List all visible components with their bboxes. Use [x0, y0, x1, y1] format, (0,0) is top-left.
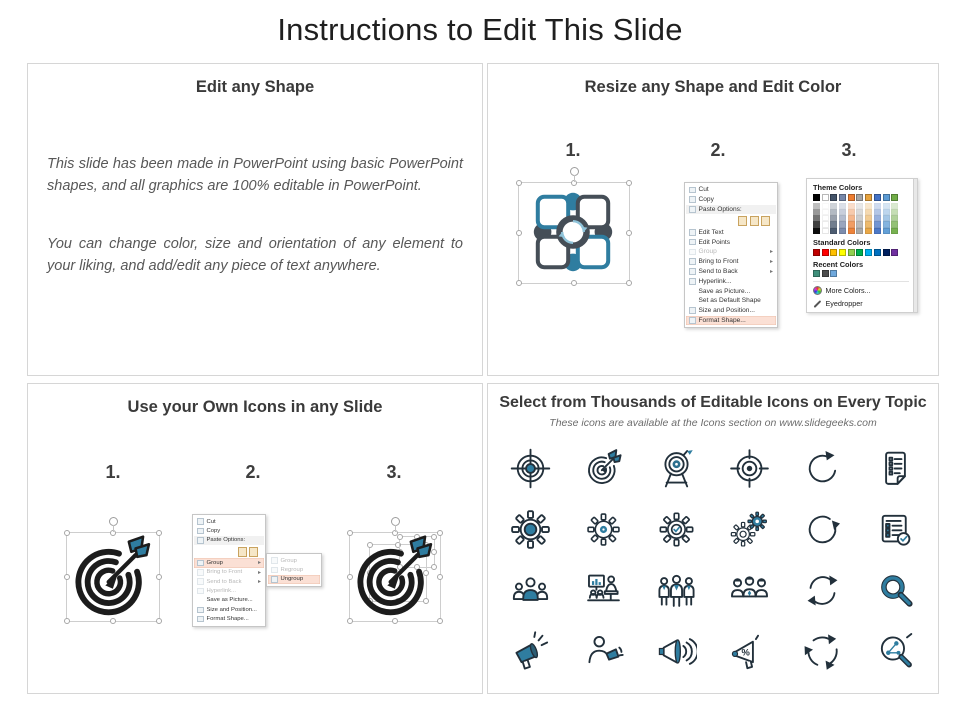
- menu-item-icon: [689, 307, 696, 314]
- menu-item[interactable]: [686, 247, 776, 257]
- color-swatch[interactable]: [822, 249, 829, 256]
- menu-item-icon: [271, 567, 278, 574]
- library-icon-cell: [800, 507, 846, 551]
- color-swatch[interactable]: [813, 270, 820, 277]
- panel-resize-shape-title: Resize any Shape and Edit Color: [584, 78, 842, 96]
- rotation-handle: [109, 517, 118, 526]
- paste-icon[interactable]: [761, 216, 770, 226]
- library-icon-cell: [873, 446, 919, 490]
- panel-icon-library-title: Select from Thousands of Editable Icons on Every Topic: [499, 394, 927, 411]
- library-icon-cell: [654, 629, 700, 673]
- color-swatch[interactable]: [883, 249, 890, 256]
- menu-item-icon: [689, 187, 696, 194]
- menu-item[interactable]: [686, 205, 776, 215]
- menu-item[interactable]: [194, 526, 264, 535]
- color-swatch[interactable]: [813, 228, 820, 234]
- panel-own-icons-title: Use your Own Icons in any Slide: [127, 398, 383, 416]
- menu-item-label: Group: [206, 559, 223, 566]
- standard-colors-row: [813, 249, 909, 256]
- shape-preview: [516, 176, 630, 288]
- paste-options-icons: [738, 216, 770, 226]
- megaphone-percent-icon: [729, 631, 770, 672]
- selection-handle: [437, 530, 443, 536]
- color-swatch[interactable]: [874, 249, 881, 256]
- library-icon-cell: [581, 629, 627, 673]
- menu-item-label: Paste Options:: [698, 205, 742, 213]
- menu-item-icon: [689, 317, 696, 324]
- selection-handle: [156, 618, 162, 624]
- rotate-arrow-icon: [802, 448, 843, 489]
- library-icon-cell: [800, 629, 846, 673]
- menu-item-icon: [271, 557, 278, 564]
- menu-item-icon: [197, 578, 204, 585]
- menu-item[interactable]: [686, 185, 776, 195]
- menu-item-icon: [197, 616, 204, 623]
- eyedropper-label: Eyedropper: [825, 299, 863, 309]
- color-swatch[interactable]: [891, 249, 898, 256]
- color-swatch[interactable]: [822, 228, 829, 234]
- checklist-document-icon: [875, 448, 916, 489]
- library-icon-cell: [727, 507, 773, 551]
- color-swatch[interactable]: [883, 228, 890, 234]
- menu-item-icon: [689, 278, 696, 285]
- color-swatch[interactable]: [865, 228, 872, 234]
- menu-item[interactable]: [686, 267, 776, 277]
- recent-colors-row: [813, 270, 909, 277]
- step-number-3: 3.: [841, 140, 857, 160]
- library-icon-cell: [508, 507, 554, 551]
- menu-item-label: Cut: [206, 518, 216, 525]
- submenu-arrow-icon: ▸: [257, 560, 261, 567]
- step-number-2: 2.: [245, 462, 261, 482]
- menu-item[interactable]: [686, 227, 776, 237]
- submenu-item-label: Ungroup: [280, 576, 304, 583]
- paste-options-icons: [238, 547, 259, 557]
- color-swatch[interactable]: [813, 249, 820, 256]
- target-crosshair-icon: [510, 448, 551, 489]
- menu-item-icon: [197, 537, 204, 544]
- target-dart-icon: [70, 535, 154, 619]
- color-swatch[interactable]: [865, 249, 872, 256]
- menu-item[interactable]: [194, 568, 264, 577]
- paste-icon[interactable]: [249, 547, 258, 557]
- menu-item-icon: [689, 268, 696, 275]
- magnifier-analytics-icon: [875, 631, 916, 672]
- color-swatch[interactable]: [830, 249, 837, 256]
- submenu-arrow-icon: ▸: [769, 259, 773, 266]
- menu-item-label: Edit Points: [698, 238, 731, 246]
- selection-handle: [626, 280, 632, 286]
- selection-handle: [571, 280, 577, 286]
- library-icon-cell: [727, 568, 773, 612]
- submenu-arrow-icon: ▸: [769, 249, 773, 256]
- panel-edit-shape: [27, 63, 483, 376]
- menu-item-label: Format Shape...: [206, 616, 249, 623]
- color-picker: [806, 178, 918, 313]
- paste-icon[interactable]: [750, 216, 759, 226]
- context-menu-group: [192, 514, 266, 627]
- menu-item-label: Cut: [698, 186, 709, 194]
- color-wheel-icon: [813, 286, 822, 295]
- menu-item[interactable]: [194, 577, 264, 586]
- color-swatch[interactable]: [848, 249, 855, 256]
- library-icon-cell: [508, 629, 554, 673]
- selection-handle: [156, 530, 162, 536]
- submenu-item[interactable]: [268, 556, 320, 565]
- color-swatch[interactable]: [874, 194, 881, 201]
- color-swatch[interactable]: [848, 194, 855, 201]
- color-swatch[interactable]: [891, 228, 898, 234]
- step-number-1: 1.: [105, 462, 121, 482]
- dartboard-stand-icon: [656, 448, 697, 489]
- menu-item-icon: [689, 196, 696, 203]
- submenu-item[interactable]: [268, 565, 320, 574]
- audience-group-icon: [510, 570, 551, 611]
- selection-handle: [437, 574, 443, 580]
- submenu-item-label: Regroup: [280, 567, 304, 574]
- panel-icon-library: [487, 383, 939, 694]
- presentation-meeting-icon: [583, 570, 624, 611]
- color-swatch[interactable]: [813, 194, 820, 201]
- rotation-handle: [391, 517, 400, 526]
- menu-item-icon: [689, 229, 696, 236]
- selection-handle: [626, 230, 632, 236]
- color-swatch[interactable]: [856, 249, 863, 256]
- selection-handle: [516, 280, 522, 286]
- submenu-item[interactable]: [268, 575, 320, 584]
- library-icon-cell: [654, 446, 700, 490]
- menu-item-icon: [689, 249, 696, 256]
- color-swatch[interactable]: [856, 194, 863, 201]
- more-colors-item[interactable]: [813, 286, 909, 295]
- paste-icon[interactable]: [738, 216, 747, 226]
- library-icon-cell: [581, 507, 627, 551]
- menu-item-icon: [271, 576, 278, 583]
- menu-item-icon: [689, 258, 696, 265]
- color-swatch[interactable]: [891, 194, 898, 201]
- menu-item-icon: [197, 607, 204, 614]
- megaphone-shout-icon: [510, 631, 551, 672]
- selection-handle: [437, 618, 443, 624]
- target-icon-ungrouped: [347, 522, 443, 628]
- selection-handle: [64, 618, 70, 624]
- rotation-handle: [570, 167, 579, 176]
- double-gears-icon: [729, 509, 770, 550]
- magnifier-icon: [875, 570, 916, 611]
- more-colors-label: More Colors...: [825, 286, 871, 296]
- target-dart-icon: [352, 535, 436, 619]
- edit-shape-paragraph-1: This slide has been made in PowerPoint using basic PowerPoint shapes, and all graphics are 100% editable in PowerPoint.: [47, 156, 463, 194]
- selection-handle: [626, 180, 632, 186]
- gear-check-icon: [656, 509, 697, 550]
- color-swatch[interactable]: [830, 228, 837, 234]
- sync-two-arrows-icon: [802, 570, 843, 611]
- menu-item[interactable]: [194, 586, 264, 595]
- menu-item-label: Hyperlink...: [698, 277, 732, 285]
- menu-item-label: Set as Default Shape: [698, 297, 761, 305]
- icon-grid: [494, 446, 932, 673]
- menu-item-icon: [197, 518, 204, 525]
- library-icon-cell: [873, 629, 919, 673]
- color-swatch[interactable]: [865, 194, 872, 201]
- library-icon-cell: [873, 507, 919, 551]
- menu-item[interactable]: [686, 214, 776, 227]
- menu-item-icon: [689, 239, 696, 246]
- menu-item-label: Bring to Front: [698, 258, 739, 266]
- menu-item[interactable]: [194, 605, 264, 614]
- theme-colors-label: Theme Colors: [813, 183, 863, 192]
- quad-shape-icon: [521, 184, 625, 280]
- submenu-arrow-icon: ▸: [257, 579, 261, 586]
- group-submenu: [266, 553, 322, 587]
- menu-item-label: Edit Text: [698, 228, 724, 236]
- menu-item-label: Size and Position...: [698, 307, 755, 315]
- menu-item-label: Save as Picture...: [206, 597, 253, 604]
- menu-item[interactable]: [686, 286, 776, 296]
- library-icon-cell: [800, 446, 846, 490]
- library-icon-cell: [581, 446, 627, 490]
- selection-handle: [64, 530, 70, 536]
- menu-item[interactable]: [686, 195, 776, 205]
- theme-tints-grid: [813, 203, 909, 234]
- panel-resize-shape: [487, 63, 939, 376]
- menu-item-label: Save as Picture...: [698, 287, 751, 295]
- menu-item[interactable]: [686, 257, 776, 267]
- menu-item[interactable]: [686, 296, 776, 306]
- cycle-three-arrows-icon: [802, 631, 843, 672]
- submenu-item-label: Group: [280, 557, 297, 564]
- refresh-circle-icon: [802, 509, 843, 550]
- menu-item-icon: [197, 588, 204, 595]
- eyedropper-icon: [814, 300, 822, 308]
- menu-item[interactable]: [686, 306, 776, 316]
- color-swatch[interactable]: [883, 194, 890, 201]
- menu-item-label: Send to Back: [206, 578, 242, 585]
- menu-item-label: Size and Position...: [206, 606, 257, 613]
- gear-filled-core-icon: [510, 509, 551, 550]
- step-number-3: 3.: [386, 462, 402, 482]
- library-icon-cell: [800, 568, 846, 612]
- library-icon-cell: [581, 568, 627, 612]
- theme-colors-row: [813, 194, 909, 201]
- library-icon-cell: [727, 446, 773, 490]
- menu-item[interactable]: [194, 615, 264, 624]
- panel-icon-library-subtitle: These icons are available at the Icons section on www.slidegeeks.com: [549, 417, 877, 429]
- menu-item-label: Bring to Front: [206, 569, 243, 576]
- menu-item[interactable]: [686, 316, 776, 326]
- menu-item[interactable]: [194, 558, 264, 567]
- menu-item-label: Copy: [206, 528, 221, 535]
- submenu-arrow-icon: ▸: [769, 268, 773, 275]
- recent-colors-label: Recent Colors: [813, 259, 864, 269]
- standard-colors-label: Standard Colors: [813, 237, 871, 247]
- library-icon-cell: [508, 568, 554, 612]
- page-title: Instructions to Edit This Slide: [277, 12, 683, 47]
- step-number-2: 2.: [710, 140, 726, 160]
- menu-item-icon: [197, 528, 204, 535]
- person-megaphone-icon: [583, 631, 624, 672]
- step-number-1: 1.: [565, 140, 581, 160]
- library-icon-cell: [873, 568, 919, 612]
- megaphone-soundwaves-icon: [656, 631, 697, 672]
- selection-handle: [156, 574, 162, 580]
- menu-item[interactable]: [194, 536, 264, 545]
- color-swatch[interactable]: [874, 228, 881, 234]
- color-swatch[interactable]: [856, 228, 863, 234]
- library-icon-cell: [654, 568, 700, 612]
- color-swatch[interactable]: [839, 194, 846, 201]
- target-icon-grouped: [66, 522, 160, 628]
- color-swatch[interactable]: [830, 194, 837, 201]
- discussion-group-icon: [729, 570, 770, 611]
- context-menu-shape: [684, 182, 778, 328]
- palette-divider: [813, 281, 909, 282]
- crosshair-dot-icon: [729, 448, 770, 489]
- menu-item[interactable]: [194, 596, 264, 605]
- color-swatch[interactable]: [848, 228, 855, 234]
- menu-item-label: Format Shape...: [698, 316, 746, 324]
- color-swatch[interactable]: [822, 194, 829, 201]
- menu-item-icon: [197, 569, 204, 576]
- menu-item[interactable]: [194, 517, 264, 526]
- gear-small-core-icon: [583, 509, 624, 550]
- edit-shape-paragraph-2: You can change color, size and orientation of any element to your liking, and add/edit any piece of text anywhere.: [47, 236, 463, 274]
- menu-item-label: Paste Options:: [206, 537, 246, 544]
- library-icon-cell: [508, 446, 554, 490]
- menu-item-icon: [689, 206, 696, 213]
- submenu-arrow-icon: ▸: [257, 569, 261, 576]
- library-icon-cell: [654, 507, 700, 551]
- task-checklist-icon: [875, 509, 916, 550]
- menu-item-label: Send to Back: [698, 267, 738, 275]
- color-swatch[interactable]: [822, 270, 829, 277]
- menu-item-label: Copy: [698, 196, 714, 204]
- menu-item[interactable]: [686, 276, 776, 286]
- menu-item-label: Hyperlink...: [206, 588, 236, 595]
- team-standing-icon: [656, 570, 697, 611]
- paste-icon[interactable]: [238, 547, 247, 557]
- menu-item[interactable]: [194, 545, 264, 558]
- color-swatch[interactable]: [839, 249, 846, 256]
- menu-item-icon: [197, 560, 204, 567]
- menu-item[interactable]: [686, 237, 776, 247]
- panel-edit-shape-title: Edit any Shape: [195, 78, 315, 96]
- color-swatch[interactable]: [839, 228, 846, 234]
- panel-own-icons: [27, 383, 483, 694]
- target-dart-arrow-icon: [583, 448, 624, 489]
- color-swatch[interactable]: [830, 270, 837, 277]
- selection-handle: [64, 574, 70, 580]
- menu-item-label: Group: [698, 248, 717, 256]
- eyedropper-item[interactable]: [813, 299, 909, 308]
- library-icon-cell: [727, 629, 773, 673]
